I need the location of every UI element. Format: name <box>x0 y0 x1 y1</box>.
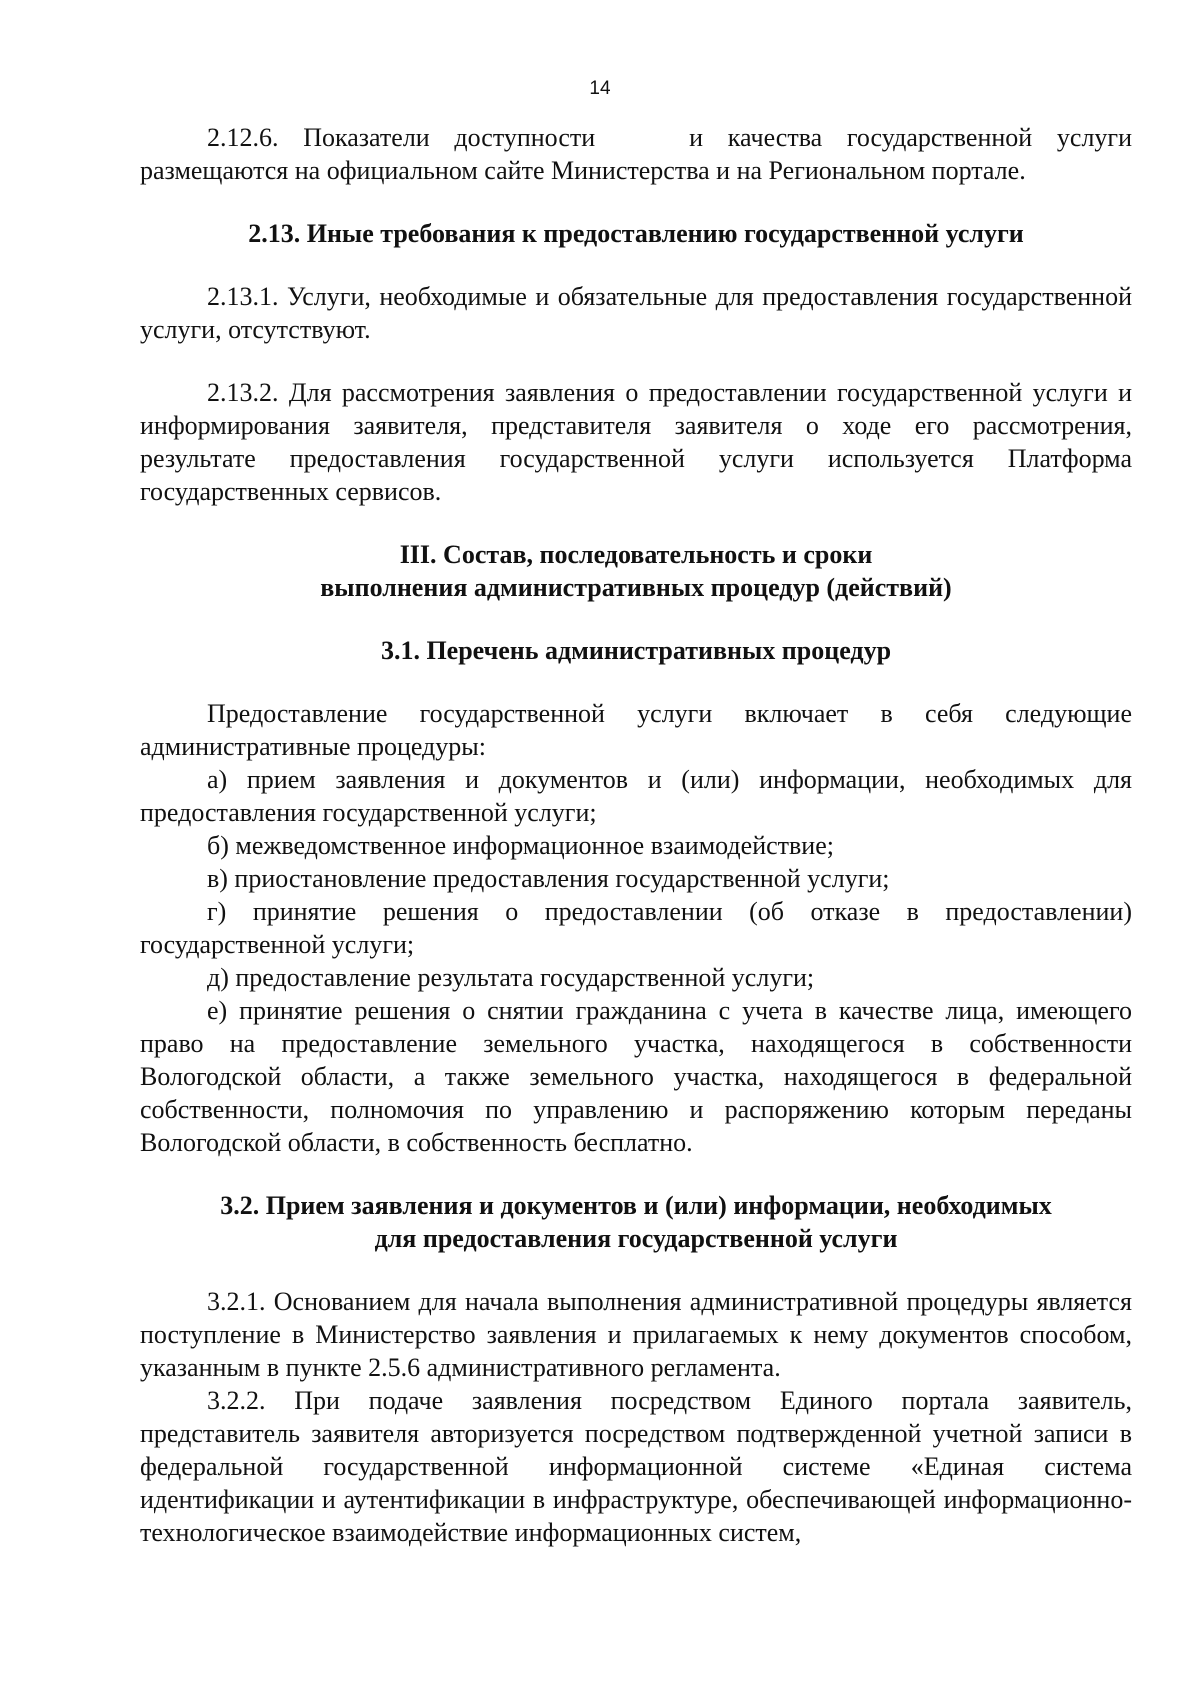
document-body <box>140 0 1132 1549</box>
list-item-a: а) прием заявления и документов и (или) информации, необходимых для предоставления государственной услуги; <box>140 765 1132 827</box>
section-heading-3-line-1: III. Состав, последовательность и сроки <box>399 540 873 569</box>
list-item-b: б) межведомственное информационное взаимодействие; <box>207 831 834 860</box>
page-number: 14 <box>589 78 611 99</box>
paragraph-3-2-2: 3.2.2. При подаче заявления посредством Единого портала заявитель, представитель заявителя авторизуется посредством подтвержденной учетной записи в федеральной государственной информационной системе «Единая система идентификации и аутентификации в инфраструктуре, обеспечивающей информационно-технологическое взаимодействие информационных систем, <box>140 1386 1132 1547</box>
paragraph-2-12-6-rest: и качества государственной услуги размещаются на официальном сайте Министерства и на Региональном портале. <box>140 123 1132 185</box>
list-item-v: в) приостановление предоставления государственной услуги; <box>207 864 890 893</box>
paragraph-2-12-6-start: 2.12.6. Показатели доступности <box>207 123 596 152</box>
paragraph-3-2-1: 3.2.1. Основанием для начала выполнения административной процедуры является поступление в Министерство заявления и прилагаемых к нему документов способом, указанным в пункте 2.5.6 административного регламента. <box>140 1287 1132 1382</box>
heading-3-2-line-1: 3.2. Прием заявления и документов и (или) информации, необходимых <box>220 1191 1052 1220</box>
section-heading-3-line-2: выполнения административных процедур (действий) <box>320 573 952 602</box>
heading-3-2-line-2: для предоставления государственной услуги <box>374 1224 898 1253</box>
list-item-g: г) принятие решения о предоставлении (об отказе в предоставлении) государственной услуги; <box>140 897 1132 959</box>
list-item-d: д) предоставление результата государственной услуги; <box>207 963 815 992</box>
heading-2-13: 2.13. Иные требования к предоставлению государственной услуги <box>248 219 1024 248</box>
heading-3-2 <box>140 1189 1132 1255</box>
paragraph-2-12-6 <box>140 121 1132 187</box>
section-heading-3 <box>140 538 1132 604</box>
paragraph-2-13-1: 2.13.1. Услуги, необходимые и обязательные для предоставления государственной услуги, отсутствуют. <box>140 282 1132 344</box>
list-item-e: е) принятие решения о снятии гражданина с учета в качестве лица, имеющего право на предоставление земельного участка, находящегося в собственности Вологодской области, а также земельного участка, находящегося в федеральной собственности, полномочия по управлению и распоряжению которым переданы Вологодской области, в собственность бесплатно. <box>140 996 1132 1157</box>
paragraph-2-13-2: 2.13.2. Для рассмотрения заявления о предоставлении государственной услуги и информирования заявителя, представителя заявителя о ходе его рассмотрения, результате предоставления государственной услуги используется Платформа государственных сервисов. <box>140 378 1132 506</box>
paragraph-3-1-intro: Предоставление государственной услуги включает в себя следующие административные процедуры: <box>140 699 1132 761</box>
heading-3-1: 3.1. Перечень административных процедур <box>380 636 892 665</box>
